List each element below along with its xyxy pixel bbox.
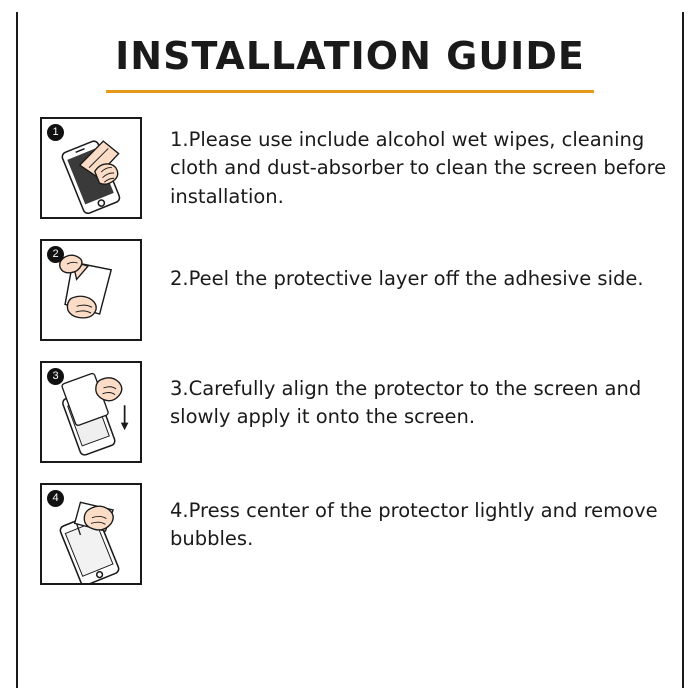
step-1-figure bbox=[40, 117, 142, 219]
step-2-badge: 2 bbox=[47, 246, 64, 263]
step-2-text: 2.Peel the protective layer off the adhesive side. bbox=[170, 267, 644, 290]
right-border-rule bbox=[682, 12, 684, 688]
step-item bbox=[30, 361, 670, 463]
step-2-figure bbox=[40, 239, 142, 341]
step-3-figure bbox=[40, 361, 142, 463]
step-item bbox=[30, 239, 670, 341]
step-item bbox=[30, 117, 670, 219]
steps-list bbox=[30, 117, 670, 585]
step-4-text: 4.Press center of the protector lightly and remove bubbles. bbox=[170, 499, 658, 551]
step-4-badge: 4 bbox=[47, 490, 64, 507]
step-3-text: 3.Carefully align the protector to the screen and slowly apply it onto the screen. bbox=[170, 377, 642, 429]
left-border-rule bbox=[16, 12, 18, 688]
title-divider bbox=[106, 90, 594, 93]
step-4-figure bbox=[40, 483, 142, 585]
page-title: INSTALLATION GUIDE bbox=[115, 34, 585, 78]
step-3-badge: 3 bbox=[47, 368, 64, 385]
step-item bbox=[30, 483, 670, 585]
step-1-text: 1.Please use include alcohol wet wipes, cleaning cloth and dust-absorber to clean the screen before installation. bbox=[170, 128, 667, 208]
step-1-badge: 1 bbox=[47, 124, 64, 141]
page-content bbox=[30, 14, 670, 686]
